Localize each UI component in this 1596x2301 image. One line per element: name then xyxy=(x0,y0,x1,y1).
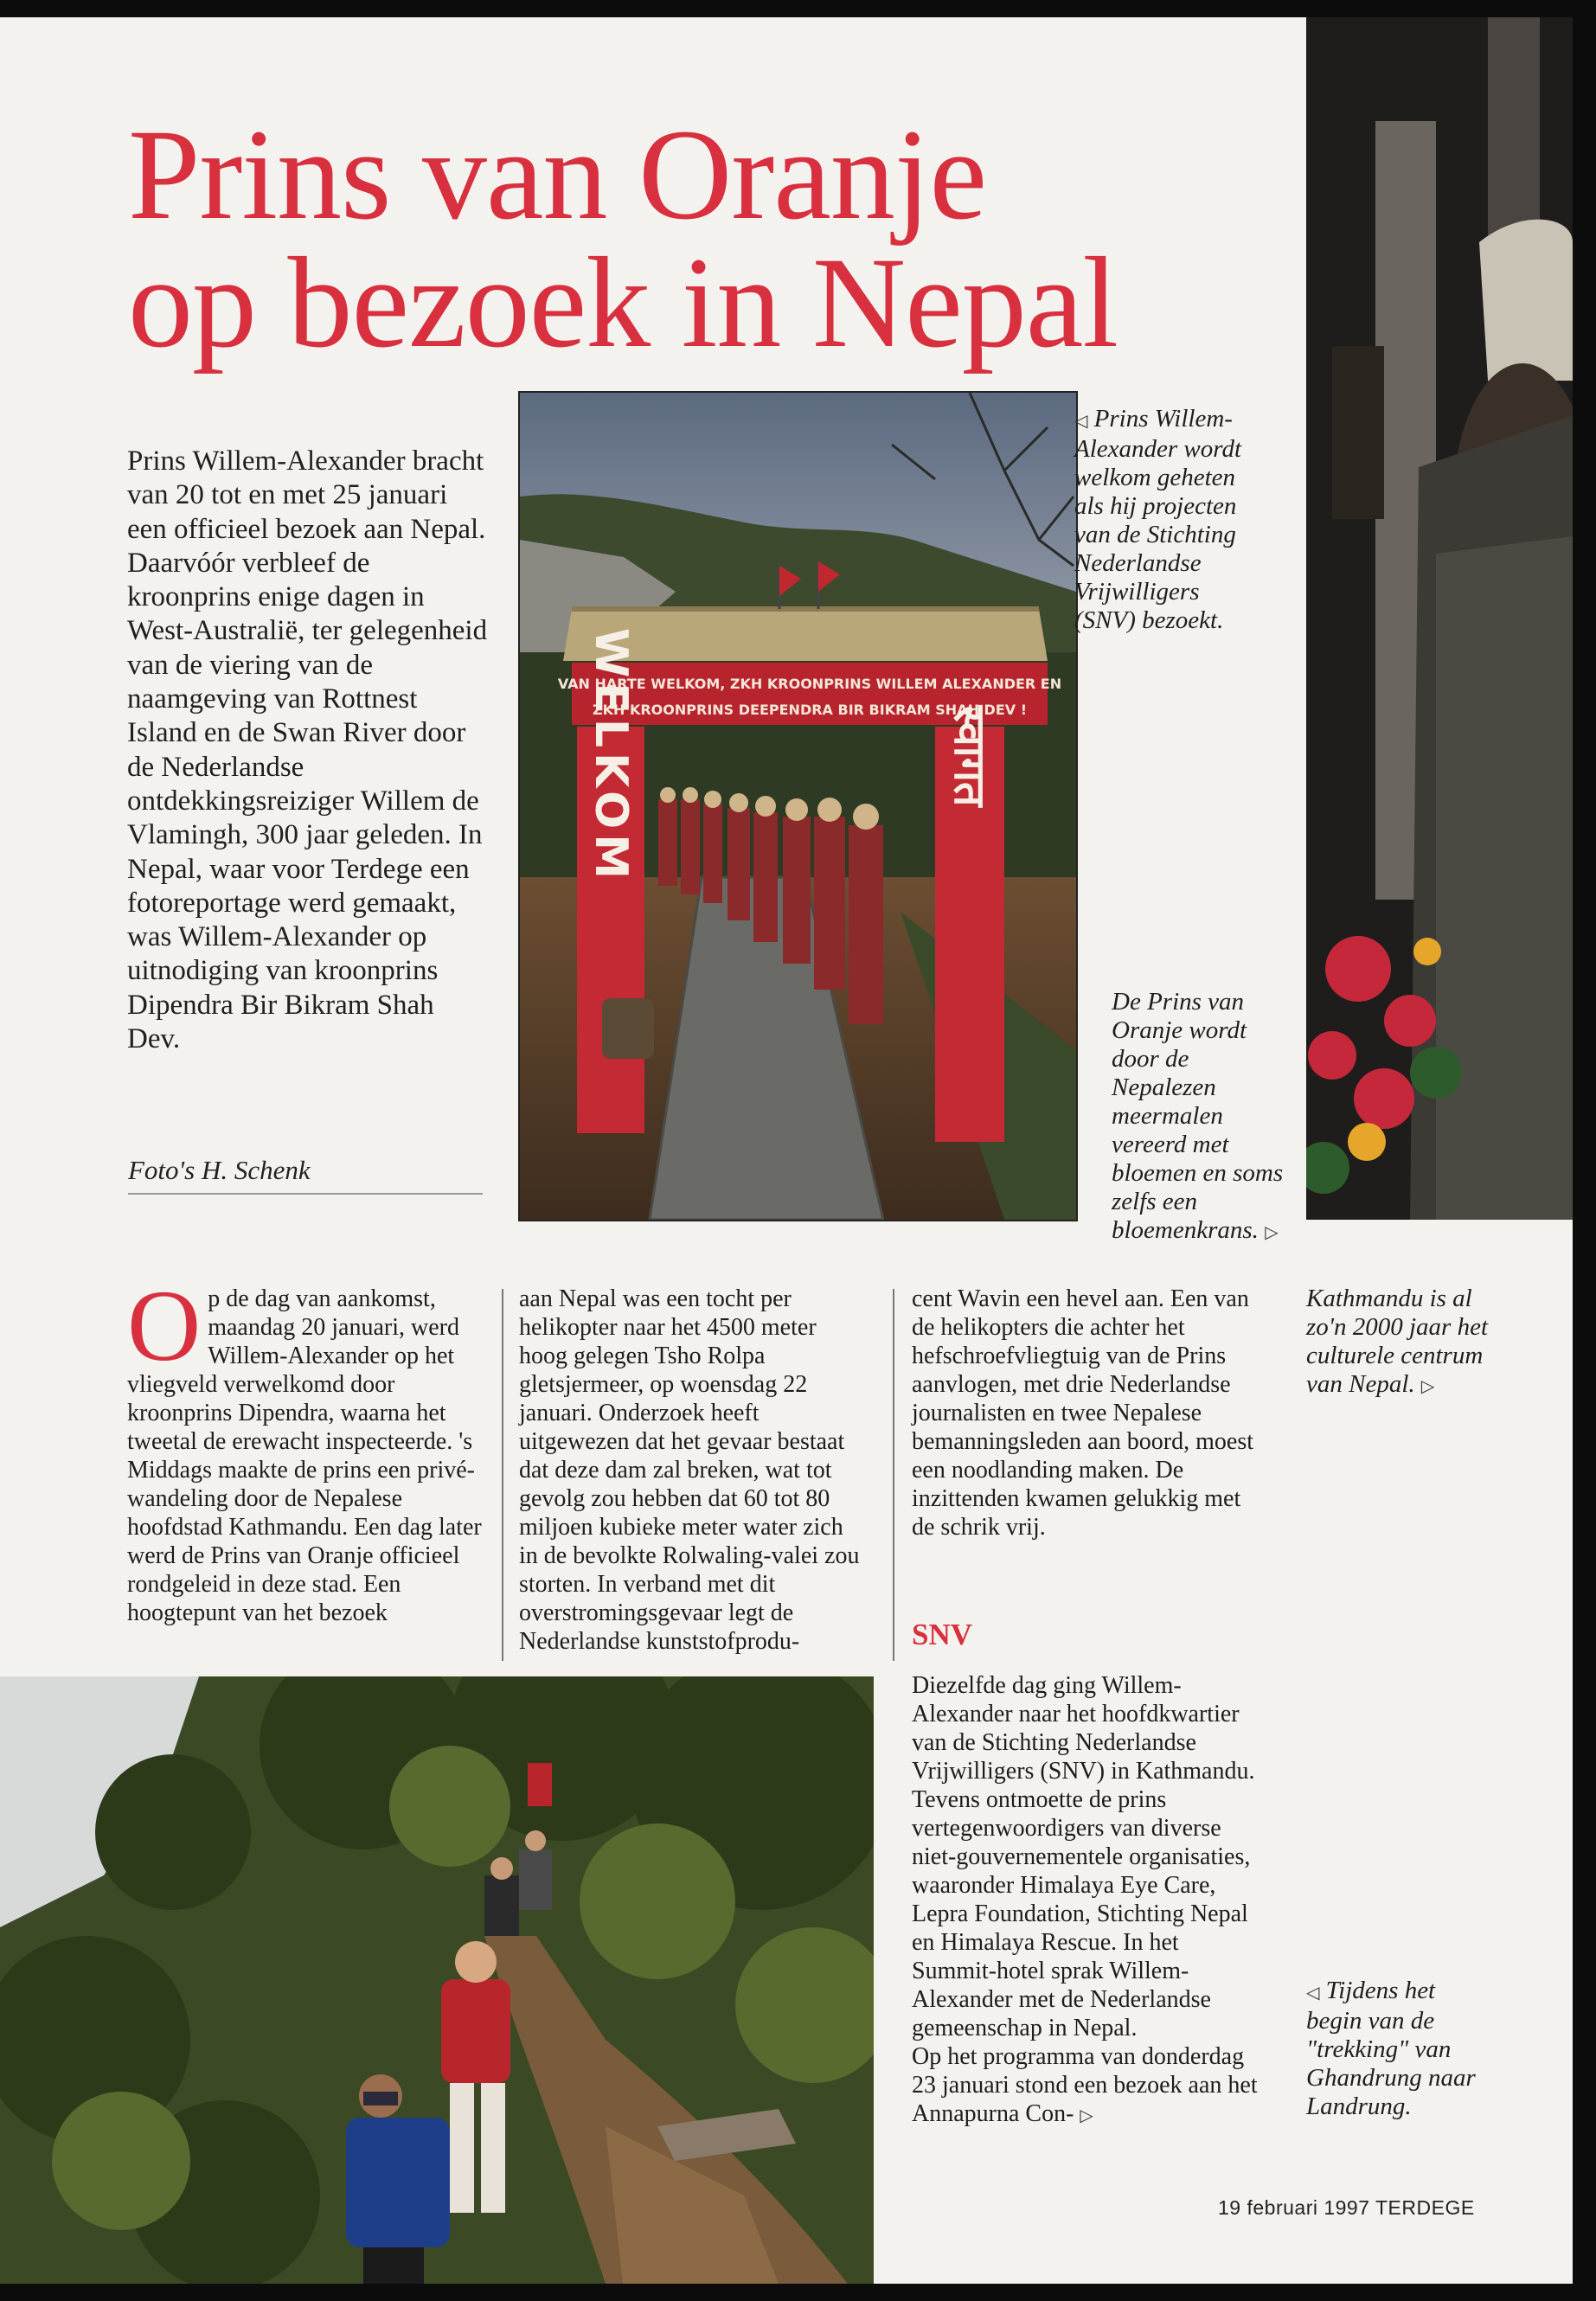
left-pillar-text: WELKOM xyxy=(585,628,637,884)
flowers-portrait-photo xyxy=(1306,17,1573,1220)
continue-pointer-icon: ▷ xyxy=(1080,2105,1093,2125)
photo-credit: Foto's H. Schenk xyxy=(128,1155,483,1195)
caption-pointer-right-icon: ▷ xyxy=(1420,1375,1435,1396)
column-divider-2 xyxy=(893,1289,894,1661)
intro-text: Prins Willem-Alexander bracht van 20 tot en met 25 januari een officieel bezoek aan Nepal. Daarvóór verbleef de kroonprins enige dagen in West-Australië, ter gelegenheid van de viering van de naamgeving van Rottnest Island en de Swan River door de Nederlandse ontdekkingsreiziger Willem de Vlamingh, 300 jaar geleden. In Nepal, waar voor Terdege een fotoreportage werd gemaakt, was Willem-Alexander op uitnodiging van kroonprins Dipendra Bir Bikram Shah Dev. xyxy=(127,445,488,1055)
welcome-gate-photo xyxy=(520,393,1076,1220)
body-column-2 xyxy=(519,1285,867,1656)
drop-cap: O xyxy=(127,1269,202,1382)
trekking-photo xyxy=(0,1676,874,2284)
caption-kathmandu xyxy=(1306,1285,1505,1400)
body-column-3a xyxy=(912,1285,1266,1541)
body-column-3b-para-2-text: Op het programma van donderdag 23 januari stond een bezoek aan het Annapurna Con- xyxy=(912,2043,1258,2127)
caption-kathmandu-text: Kathmandu is al zo'n 2000 jaar het culturele centrum van Nepal. xyxy=(1306,1285,1489,1398)
caption-pointer-right-icon: ▷ xyxy=(1265,1221,1279,1242)
caption-pointer-left-icon: ◁ xyxy=(1306,1982,1320,2003)
body-column-3a-text: cent Wavin een hevel aan. Een van de helikopters die achter het hefschroefvliegtuig van de Prins aanvlogen, met drie Nederlandse journalisten en twee Nepalese bemanningsleden aan boord, moest een noodlanding maken. De inzittenden kwamen gelukkig met de schrik vrij. xyxy=(912,1285,1254,1541)
caption-welcome xyxy=(1074,405,1265,635)
caption-pointer-left-icon: ◁ xyxy=(1074,410,1088,431)
caption-trekking xyxy=(1306,1977,1479,2121)
banner-text-line-2: ZKH KROONPRINS DEEPENDRA BIR BIKRAM SHAH DEV ! xyxy=(593,702,1027,718)
title-line-1: Prins van Oranje xyxy=(128,103,987,247)
body-column-3b xyxy=(912,1671,1262,2130)
caption-flowers xyxy=(1112,988,1285,1247)
banner-text-line-1: VAN HARTE WELKOM, ZKH KROONPRINS WILLEM ALEXANDER EN xyxy=(557,676,1062,692)
article-title xyxy=(128,103,1253,375)
column-divider-1 xyxy=(502,1289,503,1661)
caption-flowers-text: De Prins van Oranje wordt door de Nepalezen meermalen vereerd met bloemen en soms zelfs een bloemenkrans. xyxy=(1112,988,1284,1244)
body-column-2-text: aan Nepal was een tocht per helikopter naar het 4500 meter hoog gelegen Tsho Rolpa gletsjermeer, op woensdag 22 januari. Onderzoek heeft uitgewezen dat het gevaar bestaat dat deze dam zal breken, wat tot gevolg zou hebben dat 60 tot 80 miljoen kubieke meter water zich in de bevolkte Rolwaling-valei zou storten. In verband met dit overstromingsgevaar legt de Nederlandse kunststofprodu- xyxy=(519,1285,860,1655)
page-footer: 19 februari 1997 TERDEGE xyxy=(1218,2196,1475,2219)
caption-welcome-text: Prins Willem-Alexander wordt welkom geheten als hij projecten van de Stichting Nederlandse Vrijwilligers (SNV) bezoekt. xyxy=(1074,405,1242,634)
body-column-1 xyxy=(127,1269,484,1627)
title-line-2: op bezoek in Nepal xyxy=(128,231,1118,375)
body-column-1-text: p de dag van aankomst, maandag 20 januari, werd Willem-Alexander op het vliegveld verwelkomd door kroonprins Dipendra, waarna het tweetal de erewacht inspecteerde. 's Middags maakte de prins een privé-wandeling door de Nepalese hoofdstad Kathmandu. Een dag later werd de Prins van Oranje officieel rondgeleid in deze stad. Een hoogtepunt van het bezoek xyxy=(127,1285,482,1626)
section-heading-snv: SNV xyxy=(912,1618,973,1651)
right-pillar-text: स्वागत xyxy=(945,705,995,807)
magazine-page xyxy=(0,17,1573,2284)
body-column-3b-para-2 xyxy=(912,2042,1262,2130)
caption-trekking-text: Tijdens het begin van de "trekking" van Ghandrung naar Landrung. xyxy=(1306,1977,1476,2120)
body-column-3b-para-1: Diezelfde dag ging Willem-Alexander naar het hoofdkwartier van de Stichting Nederlandse Vrijwilligers (SNV) in Kathmandu. Tevens ontmoette de prins vertegenwoordigers van diverse niet-gouvernementele organisaties, waaronder Himalaya Eye Care, Lepra Foundation, Stichting Nepal en Himalaya Rescue. In het Summit-hotel sprak Willem-Alexander met de Nederlandse gemeenschap in Nepal. xyxy=(912,1672,1255,2041)
